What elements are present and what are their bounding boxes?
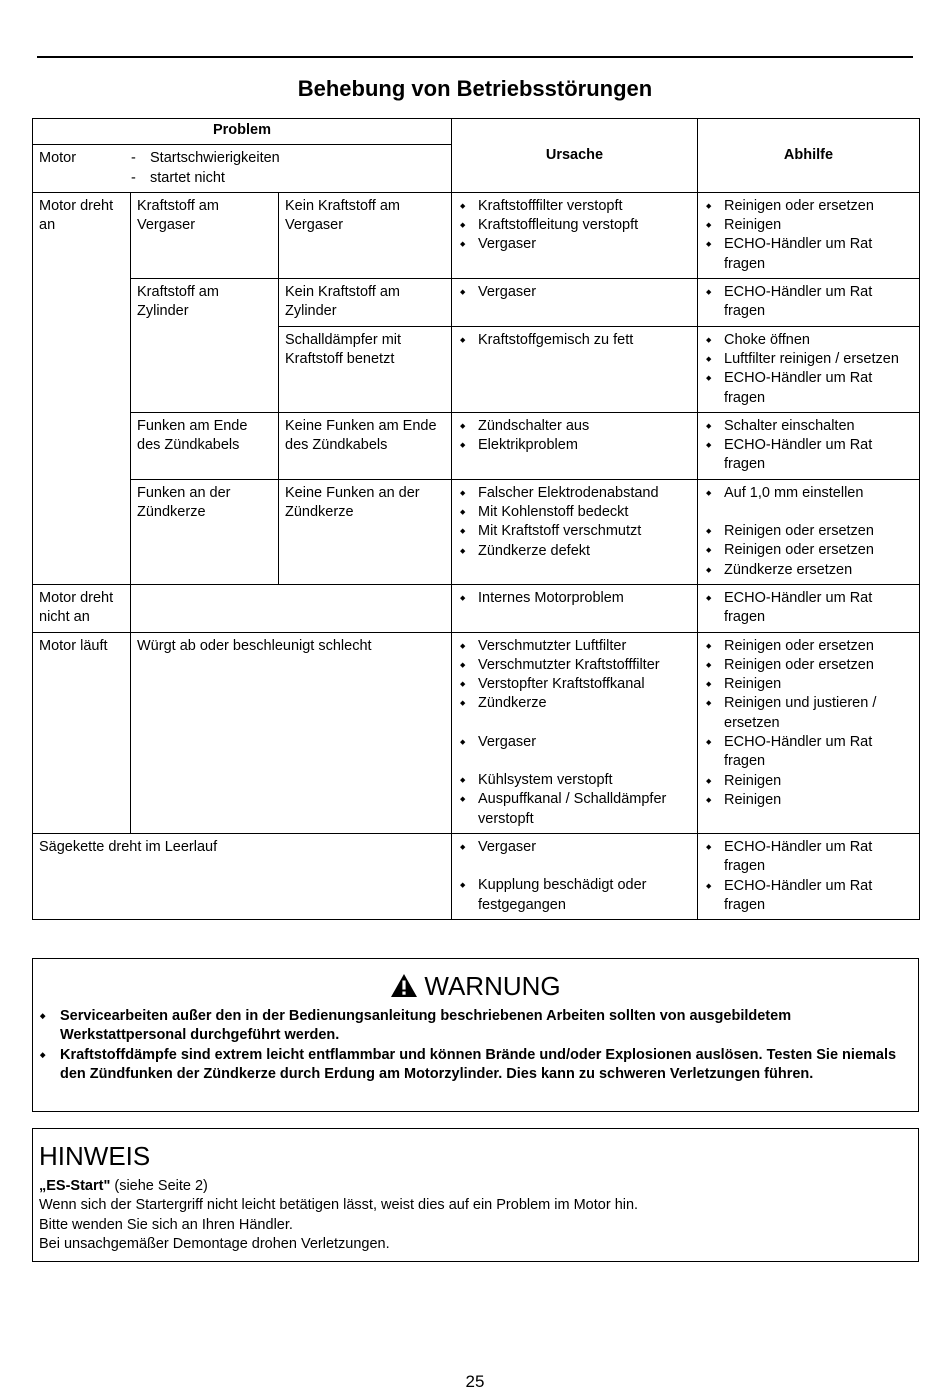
motor-symptom-list (131, 149, 280, 188)
page-number: 25 (465, 1372, 485, 1391)
bullet-list (458, 637, 691, 829)
list-item: ◆ Reinigen (704, 675, 913, 694)
ursache-cell (452, 632, 698, 833)
problem-detail-cell: Keine Funken am Ende des Zündkabels (279, 412, 452, 479)
table-row (33, 326, 920, 412)
abhilfe-cell (698, 833, 920, 919)
list-item: - Startschwierigkeiten (131, 149, 280, 168)
list-item: ◆ Zündkerze defekt (458, 542, 691, 561)
bullet-list (704, 838, 913, 915)
list-item: ◆ ECHO-Händler um Rat fragen (704, 283, 913, 322)
problem-detail-cell: Kein Kraftstoff am Vergaser (279, 192, 452, 278)
warning-heading-text: WARNUNG (424, 971, 561, 1001)
table-row (33, 192, 920, 278)
list-item: ◆ Reinigen oder ersetzen (704, 637, 913, 656)
bullet-list (458, 838, 691, 915)
list-item: ◆ Vergaser (458, 283, 691, 302)
problem-sub-cell: Kraftstoff am Vergaser (131, 192, 279, 278)
ursache-cell (452, 412, 698, 479)
list-item: ◆ ECHO-Händler um Rat fragen (704, 589, 913, 628)
problem-sub-cell: Funken am Ende des Zündkabels (131, 412, 279, 479)
list-item: ◆ Kraftstoffleitung verstopft (458, 216, 691, 235)
hint-es-ref: (siehe Seite 2) (110, 1178, 208, 1194)
list-item: ◆ Vergaser (458, 235, 691, 254)
list-item: ◆ Elektrikproblem (458, 436, 691, 455)
problem-group-cell: Motor dreht nicht an (33, 584, 131, 632)
list-item: ◆ ECHO-Händler um Rat fragen (704, 235, 913, 274)
ursache-cell (452, 192, 698, 278)
list-item: ◆ Servicearbeiten außer den in der Bedienungsanleitung beschriebenen Arbeiten sollten von ausgebildetem Werkstattpersonal durchgeführt werden. (39, 1007, 909, 1046)
top-rule (37, 56, 913, 58)
list-item: ◆ Auspuffkanal / Schalldämpfer verstopft (458, 790, 691, 829)
abhilfe-cell (698, 192, 920, 278)
problem-sub-cell (131, 584, 452, 632)
abhilfe-cell (698, 412, 920, 479)
bullet-list (704, 197, 913, 274)
list-item: ◆ Reinigen oder ersetzen (704, 197, 913, 216)
list-item: ◆ ECHO-Händler um Rat fragen (704, 838, 913, 877)
abhilfe-cell (698, 584, 920, 632)
list-item: ◆ Vergaser (458, 838, 691, 857)
bullet-list (458, 484, 691, 561)
list-item: - startet nicht (131, 169, 280, 188)
list-item: ◆ ECHO-Händler um Rat fragen (704, 733, 913, 772)
problem-sub-cell (131, 326, 279, 412)
hint-line: Wenn sich der Startergriff nicht leicht betätigen lässt, weist dies auf ein Problem im Motor hin. (39, 1197, 639, 1214)
problem-detail-cell: Keine Funken an der Zündkerze (279, 479, 452, 584)
ursache-cell (452, 833, 698, 919)
list-item (458, 752, 691, 771)
list-item: ◆ Reinigen oder ersetzen (704, 541, 913, 560)
list-item (704, 503, 913, 522)
bullet-list (704, 484, 913, 580)
list-item: ◆ ECHO-Händler um Rat fragen (704, 877, 913, 916)
bullet-list (458, 589, 691, 608)
list-item (458, 857, 691, 876)
list-item: ◆ Falscher Elektrodenabstand (458, 484, 691, 503)
warning-triangle-icon (390, 973, 418, 1005)
abhilfe-cell (698, 279, 920, 327)
problem-sub-cell: Funken an der Zündkerze (131, 479, 279, 584)
hint-body (39, 1177, 638, 1254)
bullet-list (458, 197, 691, 255)
list-item: ◆ Zündkerze (458, 694, 691, 713)
list-item: ◆ Reinigen und justieren / ersetzen (704, 694, 913, 733)
hint-heading: HINWEIS (39, 1141, 151, 1171)
troubleshooting-table (32, 118, 920, 920)
abhilfe-cell (698, 632, 920, 833)
list-item: ◆ Kraftstofffilter verstopft (458, 197, 691, 216)
problem-sub-cell: Würgt ab oder beschleunigt schlecht (131, 632, 452, 833)
table-row (33, 833, 920, 919)
motor-label: Motor (39, 150, 77, 167)
list-item: ◆ Zündschalter aus (458, 417, 691, 436)
ursache-cell (452, 326, 698, 412)
list-item: ◆ Reinigen oder ersetzen (704, 522, 913, 541)
list-item: ◆ Reinigen (704, 216, 913, 235)
problem-group-cell: Motor läuft (33, 632, 131, 833)
ursache-cell (452, 479, 698, 584)
list-item: ◆ Schalter einschalten (704, 417, 913, 436)
bullet-list (704, 331, 913, 408)
problem-detail-cell: Schalldämpfer mit Kraftstoff benetzt (279, 326, 452, 412)
list-item: ◆ ECHO-Händler um Rat fragen (704, 369, 913, 408)
bullet-list (458, 417, 691, 456)
table-row (33, 584, 920, 632)
list-item: ◆ Reinigen (704, 791, 913, 810)
abhilfe-cell (698, 479, 920, 584)
list-item: ◆ Internes Motorproblem (458, 589, 691, 608)
abhilfe-cell (698, 326, 920, 412)
header-problem: Problem (33, 119, 452, 145)
table-header-row (33, 119, 920, 145)
page-title: Behebung von Betriebsstörungen (297, 76, 653, 101)
list-item: ◆ Verstopfter Kraftstoffkanal (458, 675, 691, 694)
list-item: ◆ Kupplung beschädigt oder festgegangen (458, 876, 691, 915)
hint-box (32, 1128, 919, 1262)
list-item: ◆ Kraftstoffgemisch zu fett (458, 331, 691, 350)
list-item: ◆ Kraftstoffdämpfe sind extrem leicht entflammbar und können Brände und/oder Explosionen auslösen. Testen Sie niemals den Zündfunken der Zündkerze durch Erdung am Motorzylinder. Dies kann zu schweren Verletzungen führen. (39, 1046, 909, 1085)
ursache-cell (452, 584, 698, 632)
problem-sub-cell: Kraftstoff am Zylinder (131, 279, 279, 327)
hint-es-start: „ES-Start" (39, 1178, 111, 1194)
list-item: ◆ Verschmutzter Luftfilter (458, 637, 691, 656)
table-row (33, 412, 920, 479)
list-item: ◆ Verschmutzter Kraftstofffilter (458, 656, 691, 675)
warning-box (32, 958, 919, 1112)
problem-group-cell: Motor dreht an (33, 192, 131, 584)
list-item: ◆ Vergaser (458, 733, 691, 752)
list-item (458, 714, 691, 733)
warning-heading (33, 971, 918, 1005)
bullet-list (704, 589, 913, 628)
header-ursache: Ursache (452, 119, 698, 193)
problem-detail-cell: Kein Kraftstoff am Zylinder (279, 279, 452, 327)
hint-line: Bitte wenden Sie sich an Ihren Händler. (39, 1216, 293, 1233)
bullet-list (458, 331, 691, 350)
header-abhilfe: Abhilfe (698, 119, 920, 193)
list-item: ◆ Luftfilter reinigen / ersetzen (704, 350, 913, 369)
list-item: ◆ Mit Kraftstoff verschmutzt (458, 522, 691, 541)
warning-list (39, 1007, 909, 1084)
list-item: ◆ Mit Kohlenstoff bedeckt (458, 503, 691, 522)
table-row (33, 479, 920, 584)
list-item: ◆ Zündkerze ersetzen (704, 561, 913, 580)
list-item: ◆ Auf 1,0 mm einstellen (704, 484, 913, 503)
list-item: ◆ Reinigen oder ersetzen (704, 656, 913, 675)
bullet-list (704, 283, 913, 322)
hint-es-start-line (39, 1177, 638, 1196)
ursache-cell (452, 279, 698, 327)
table-row (33, 632, 920, 833)
bullet-list (704, 417, 913, 475)
list-item: ◆ Choke öffnen (704, 331, 913, 350)
bullet-list (458, 283, 691, 302)
list-item: ◆ ECHO-Händler um Rat fragen (704, 436, 913, 475)
table-row (33, 279, 920, 327)
bullet-list (704, 637, 913, 811)
hint-line: Bei unsachgemäßer Demontage drohen Verletzungen. (39, 1235, 390, 1252)
list-item: ◆ Reinigen (704, 772, 913, 791)
header-motor-cell (33, 145, 452, 193)
list-item: ◆ Kühlsystem verstopft (458, 771, 691, 790)
problem-group-cell: Sägekette dreht im Leerlauf (33, 833, 452, 919)
